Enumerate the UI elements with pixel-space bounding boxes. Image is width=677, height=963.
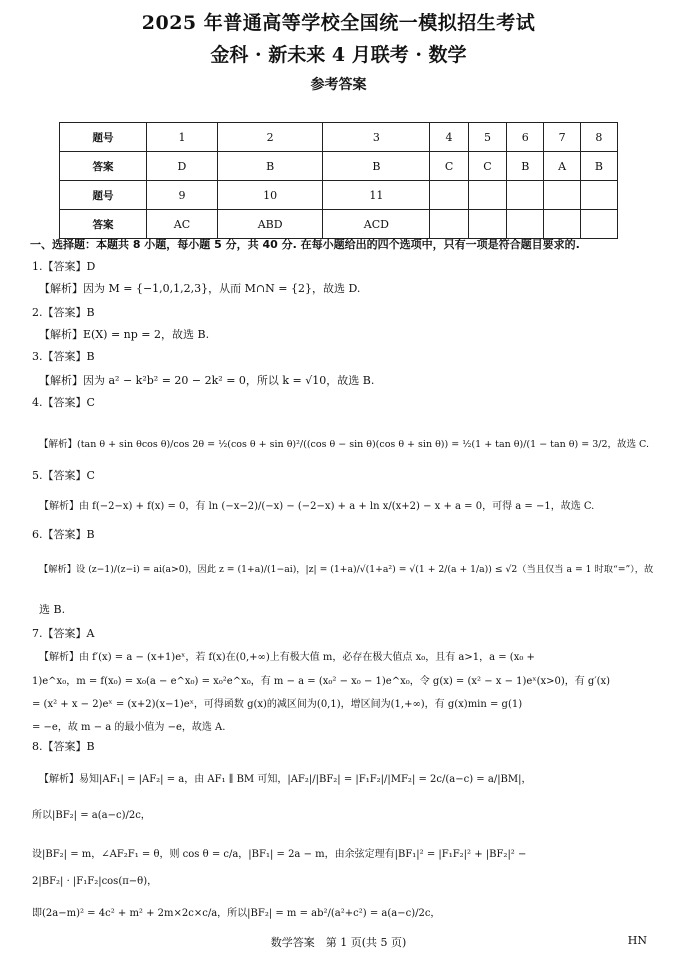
row-label: 题号: [60, 181, 147, 210]
table-cell: B: [580, 152, 617, 181]
explanation-continued: = (x² + x − 2)eˣ = (x+2)(x−1)eˣ，可得函数 g(x)的减区间为(0,1)，增区间为(1,+∞)，有 g(x)min = g(1): [32, 699, 523, 710]
table-cell: AC: [147, 210, 218, 239]
answer-table: [59, 122, 618, 239]
footer-code: HN: [627, 934, 647, 947]
explanation-continued: 即(2a−m)² = 4c² + m² + 2m×2c×c/a，所以|BF₂| = m = ab²/(a²+c²) = a(a−c)/2c，: [32, 908, 441, 919]
table-cell: 10: [217, 181, 323, 210]
table-cell: [430, 210, 468, 239]
table-cell: [507, 210, 544, 239]
explanation: 【解析】易知|AF₁| = |AF₂| = a，由 AF₁ ∥ BM 可知，|AF₂|/|BF₂| = |F₁F₂|/|MF₂| = 2c/(a−c) = a/|BM|，: [39, 774, 532, 785]
table-cell: [580, 181, 617, 210]
table-cell: 2: [217, 123, 323, 152]
explanation: 【解析】由 f′(x) = a − (x+1)eˣ，若 f(x)在(0,+∞)上有极大值 m，必存在极大值点 x₀，且有 a>1，a = (x₀ +: [39, 652, 535, 663]
answer-label: 2.【答案】B: [32, 306, 95, 319]
table-cell: 6: [507, 123, 544, 152]
page-title: 2025 年普通高等学校全国统一模拟招生考试: [141, 12, 536, 34]
answer-label: 6.【答案】B: [32, 528, 95, 541]
row-label: 答案: [60, 210, 147, 239]
table-cell: C: [430, 152, 468, 181]
answer-label: 5.【答案】C: [32, 469, 95, 482]
row-label: 题号: [60, 123, 147, 152]
table-cell: B: [217, 152, 323, 181]
table-cell: B: [323, 152, 430, 181]
table-cell: D: [147, 152, 218, 181]
table-cell: 7: [544, 123, 581, 152]
table-cell: B: [507, 152, 544, 181]
explanation-continued: 1)e^x₀，m = f(x₀) = x₀(a − e^x₀) = x₀²e^x₀，有 m − a = (x₀² − x₀ − 1)e^x₀，令 g(x) = (x² − x − 1)eˣ(x>0)，有 g′(x): [32, 676, 611, 687]
explanation: 【解析】(tan θ + sin θcos θ)/cos 2θ = ½(cos θ + sin θ)²/((cos θ − sin θ)(cos θ + sin θ)) = ½(1 + tan θ)/(1 − tan θ) = 3/2，故选 C.: [39, 439, 649, 450]
explanation: 【解析】设 (z−1)/(z−i) = ai(a>0)，因此 z = (1+a)/(1−ai)，|z| = (1+a)/√(1+a²) = √(1 + 2/(a + 1/a)) ≤ √2（当且仅当 a = 1 时取“=”），故: [39, 564, 654, 575]
table-cell: [544, 181, 581, 210]
answer-label: 1.【答案】D: [32, 260, 96, 273]
answer-label: 8.【答案】B: [32, 740, 95, 753]
table-row: [60, 210, 618, 239]
explanation-continued: 所以|BF₂| = a(a−c)/2c，: [32, 810, 151, 821]
table-cell: 3: [323, 123, 430, 152]
table-cell: 11: [323, 181, 430, 210]
table-cell: 8: [580, 123, 617, 152]
explanation: 【解析】由 f(−2−x) + f(x) = 0，有 ln (−x−2)/(−x) − (−2−x) + a + ln x/(x+2) − x + a = 0，可得 a = −1，故选 C.: [39, 501, 595, 512]
table-row: [60, 152, 618, 181]
table-cell: ABD: [217, 210, 323, 239]
page-subtitle: 金科 · 新未来 4 月联考 · 数学: [210, 44, 467, 66]
explanation-continued: = −e，故 m − a 的最小值为 −e，故选 A.: [32, 722, 226, 733]
explanation-continued: 选 B.: [39, 603, 66, 616]
row-label: 答案: [60, 152, 147, 181]
answer-label: 7.【答案】A: [32, 627, 95, 640]
table-cell: [468, 181, 506, 210]
doc-type: 参考答案: [310, 77, 367, 93]
table-cell: 1: [147, 123, 218, 152]
table-cell: 4: [430, 123, 468, 152]
explanation: 【解析】因为 M = {−1,0,1,2,3}，从而 M∩N = {2}，故选 D.: [39, 282, 361, 295]
table-cell: [544, 210, 581, 239]
table-cell: 9: [147, 181, 218, 210]
table-row: [60, 123, 618, 152]
page-footer: 数学答案 第 1 页(共 5 页): [270, 936, 407, 949]
answer-label: 3.【答案】B: [32, 350, 95, 363]
table-cell: C: [468, 152, 506, 181]
table-cell: A: [544, 152, 581, 181]
table-cell: [580, 210, 617, 239]
explanation: 【解析】E(X) = np = 2，故选 B.: [39, 328, 210, 341]
table-cell: [507, 181, 544, 210]
table-cell: 5: [468, 123, 506, 152]
table-cell: [468, 210, 506, 239]
explanation-continued: 设|BF₂| = m，∠AF₂F₁ = θ，则 cos θ = c/a，|BF₁| = 2a − m，由余弦定理有|BF₁|² = |F₁F₂|² + |BF₂|² −: [32, 849, 527, 860]
explanation: 【解析】因为 a² − k²b² = 20 − 2k² = 0，所以 k = √10，故选 B.: [39, 374, 375, 387]
explanation-continued: 2|BF₂| · |F₁F₂|cos(π−θ)，: [32, 876, 158, 887]
section-heading: 一、选择题：本题共 8 小题，每小题 5 分，共 40 分. 在每小题给出的四个选项中，只有一项是符合题目要求的.: [30, 238, 580, 251]
table-cell: ACD: [323, 210, 430, 239]
table-row: [60, 181, 618, 210]
table-cell: [430, 181, 468, 210]
answer-label: 4.【答案】C: [32, 396, 95, 409]
